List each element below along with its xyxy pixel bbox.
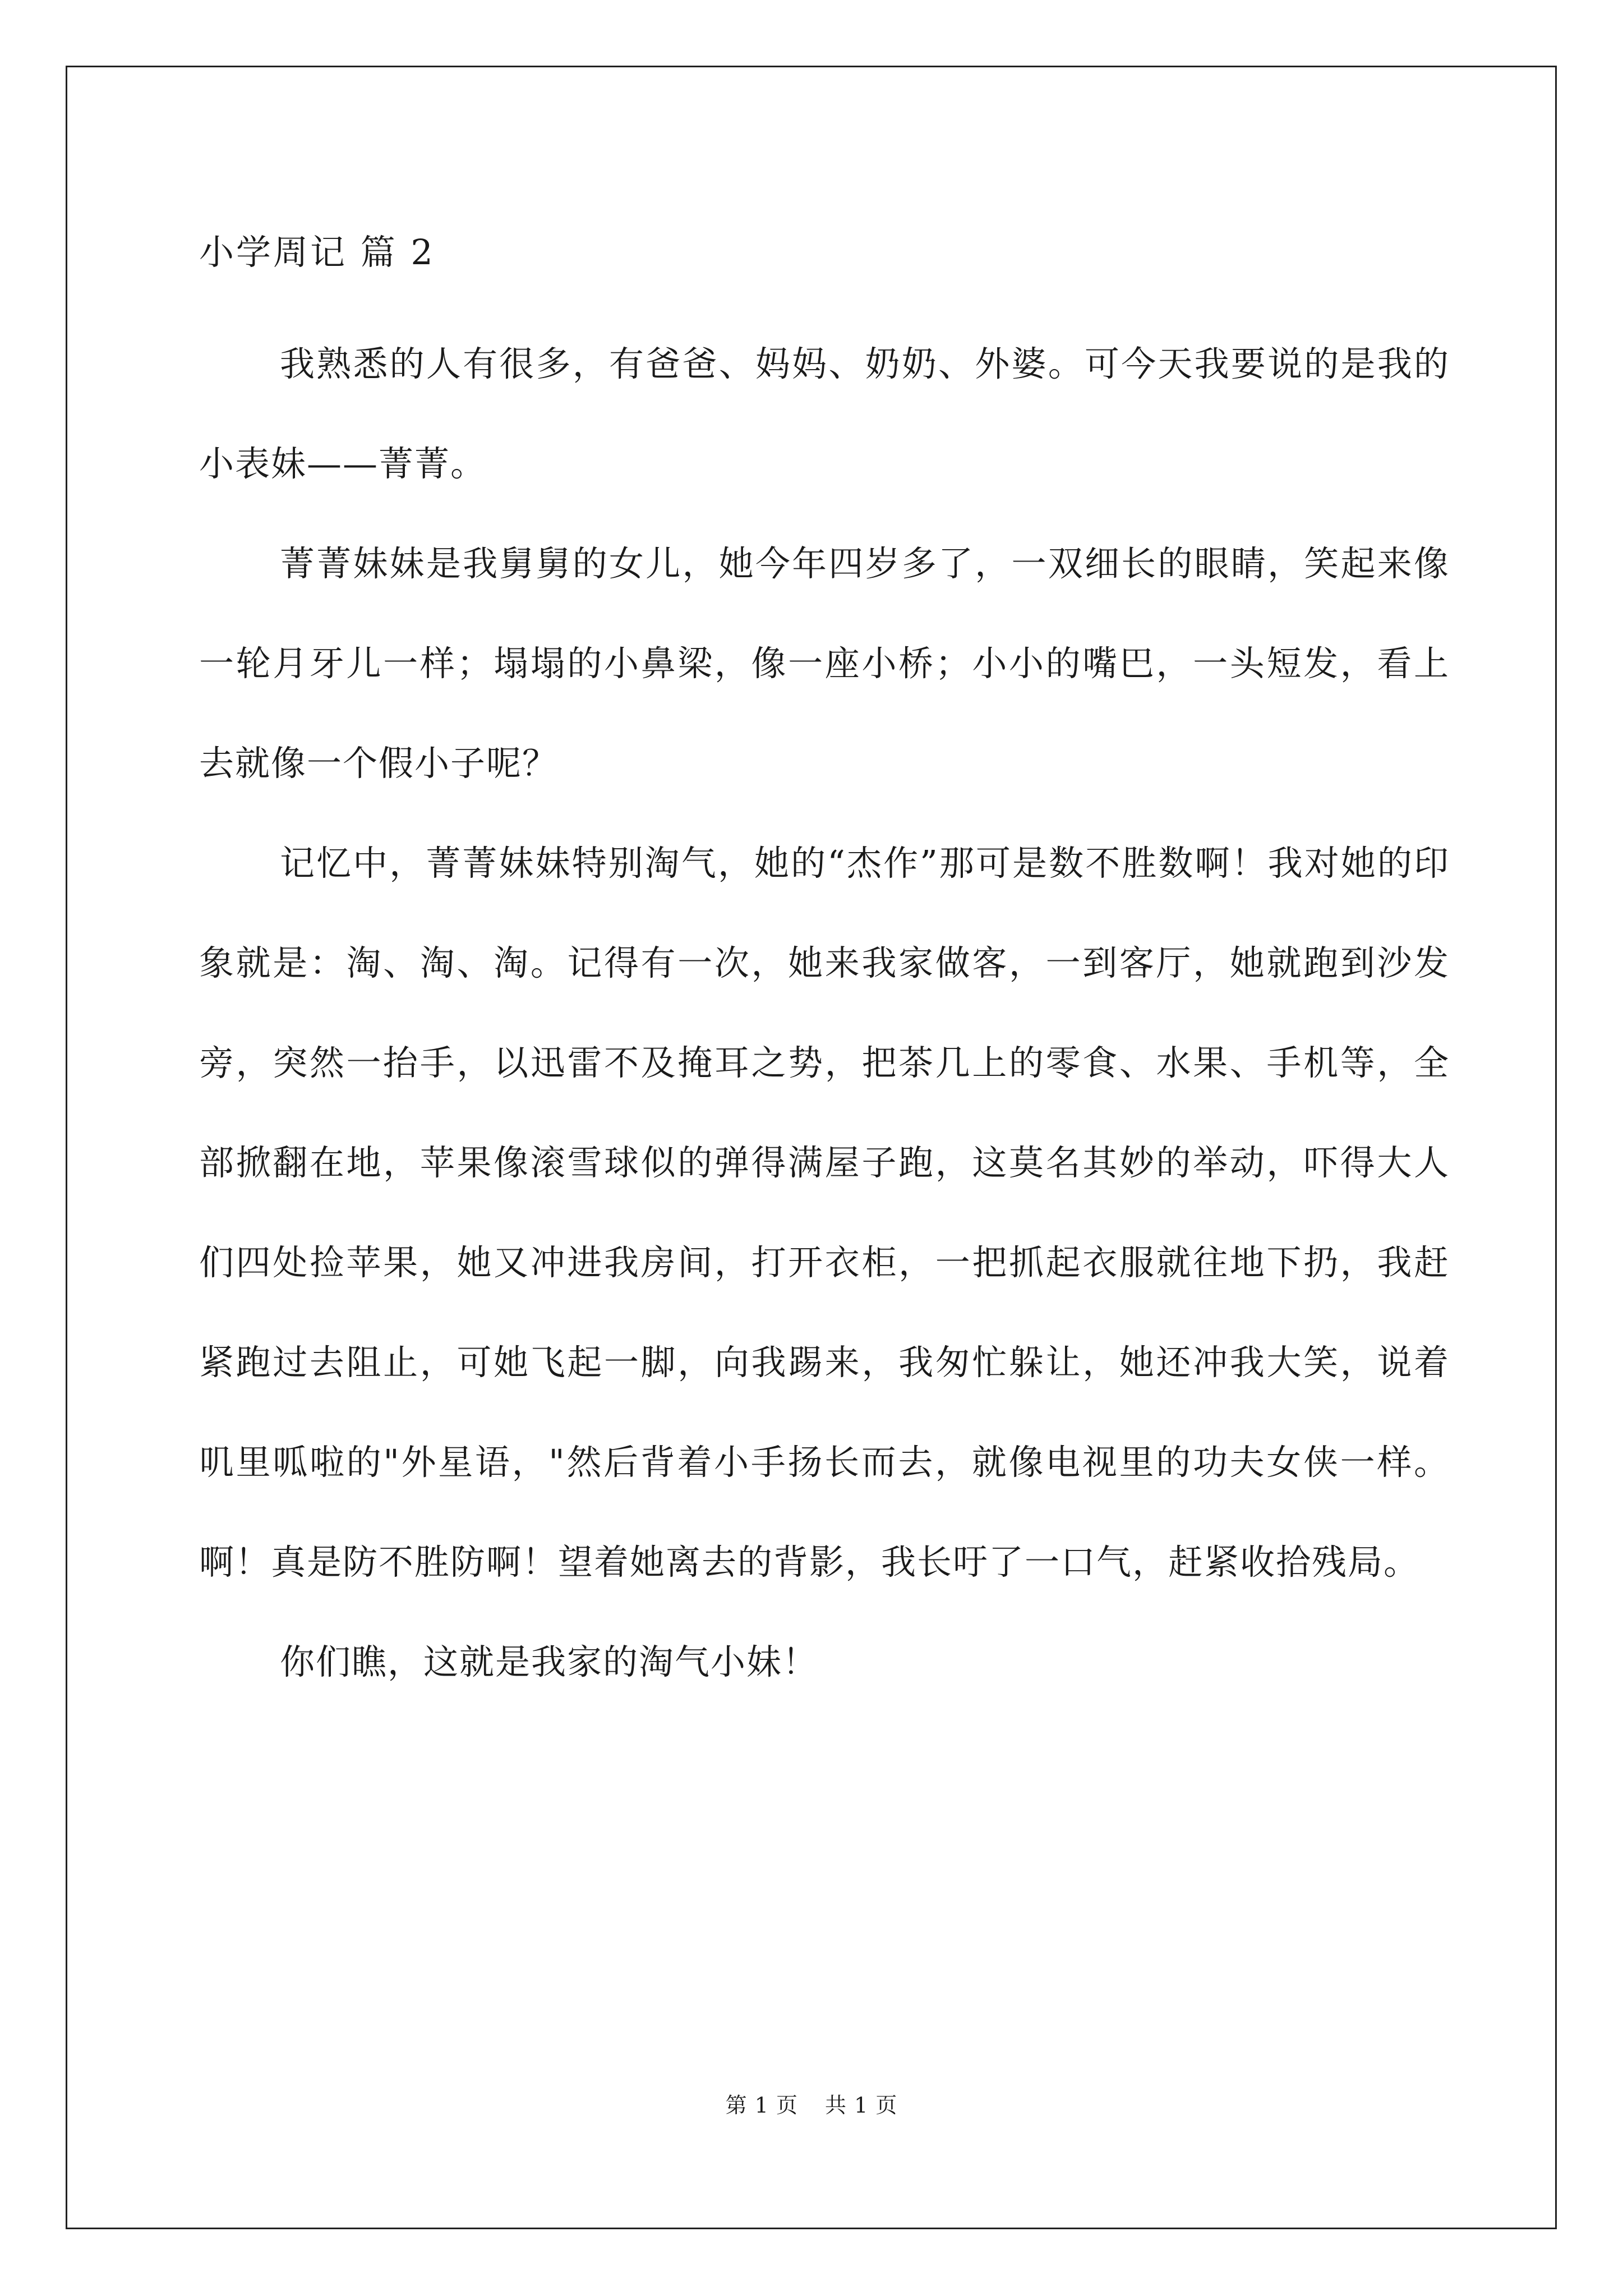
paragraph-memory: 记忆中，菁菁妹妹特别淘气，她的“杰作”那可是数不胜数啊！我对她的印象就是：淘、淘、淘。记得有一次，她来我家做客，一到客厅，她就跑到沙发旁，突然一抬手，以迅雷不及掩耳之势，把茶几上的零食、水果、手机等，全部掀翻在地，苹果像滚雪球似的弹得满屋子跑，这莫名其妙的举动，吓得大人们四处捡苹果，她又冲进我房间，打开衣柜，一把抓起衣服就往地下扔，我赶紧跑过去阻止，可她飞起一脚，向我踢来，我匆忙躲让，她还冲我大笑，说着叽里呱啦的"外星语，"然后背着小手扬长而去，就像电视里的功夫女侠一样。啊！真是防不胜防啊！望着她离去的背影，我长吁了一口气，赶紧收拾残局。 [199,843,1450,1582]
page-total: 共 1 页 [825,2093,898,2118]
paragraph-intro: 我熟悉的人有很多，有爸爸、妈妈、奶奶、外婆。可今天我要说的是我的小表妹——菁菁。 [199,343,1450,484]
paragraph-conclusion: 你们瞧，这就是我家的淘气小妹！ [280,1641,819,1682]
paragraph-description: 菁菁妹妹是我舅舅的女儿，她今年四岁多了，一双细长的眼睛，笑起来像一轮月牙儿一样；塌塌的小鼻梁，像一座小桥；小小的嘴巴，一头短发，看上去就像一个假小子呢？ [199,543,1450,784]
page-footer [0,2091,1623,2119]
document-title: 小学周记 篇 2 [199,232,435,273]
page-number: 第 1 页 [725,2093,798,2118]
document-body [199,224,1450,1712]
